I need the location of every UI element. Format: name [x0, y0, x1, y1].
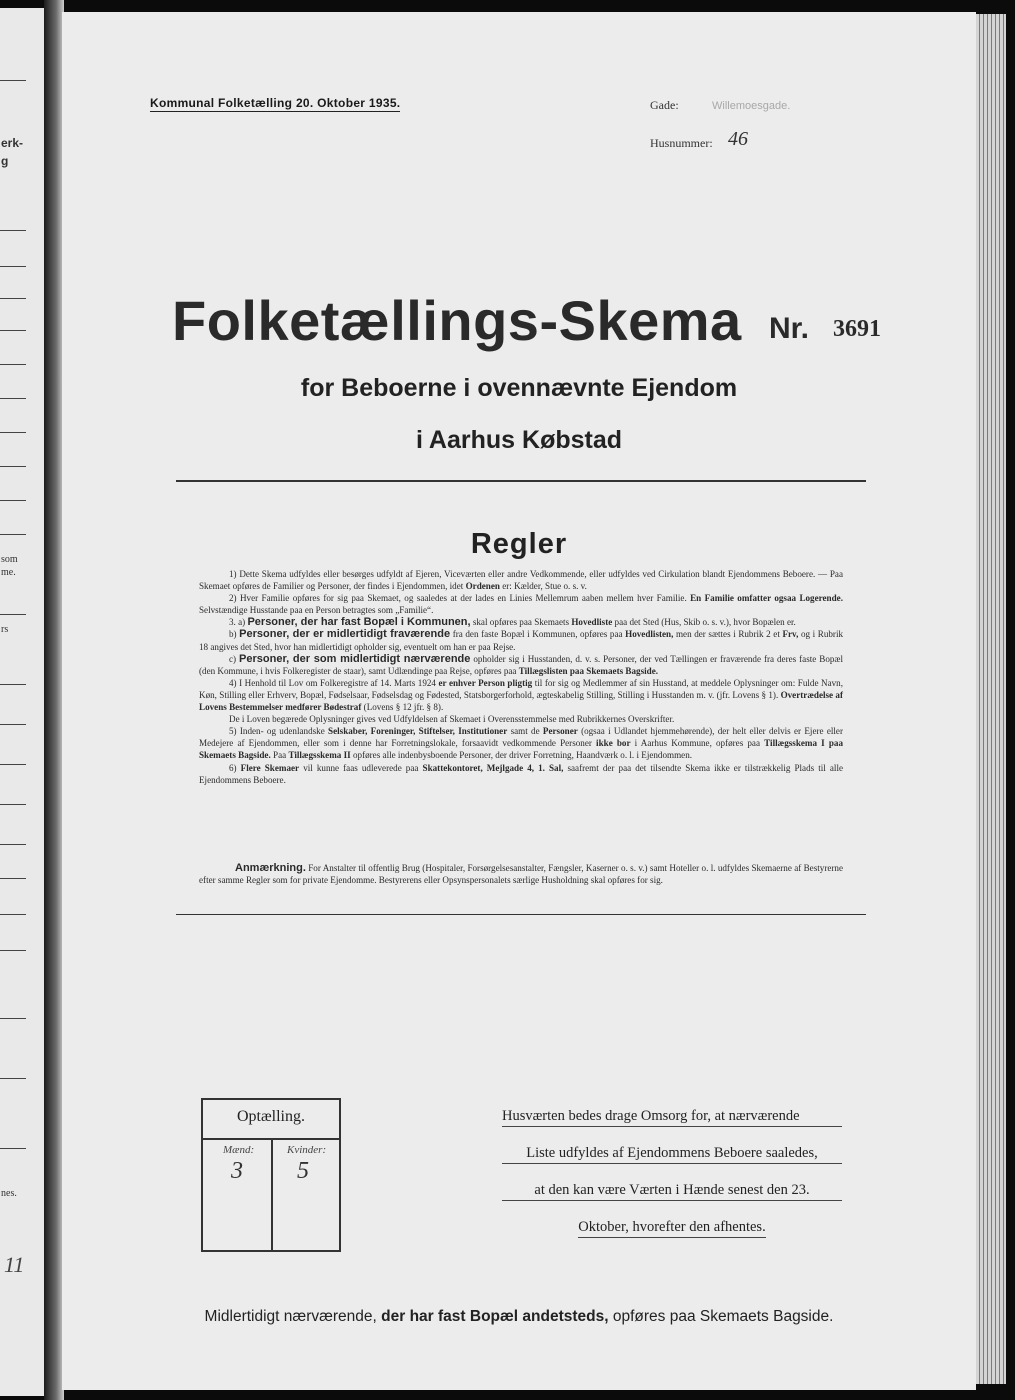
- adjacent-page-strip: [0, 8, 47, 1396]
- divider-top: [176, 480, 866, 482]
- margin-rule: [0, 1018, 26, 1019]
- rule-3c: c) Personer, der som midlertidigt nærværende opholder sig i Husstanden, d. v. s. Personer, der ved Tællingen er fraværende fra deres faste Bopæl (den Kommune, i hvis Folkeregister de staar), samt Udlændinge paa Rejse, opføres paa Tillægslisten paa Skemaets Bagside.: [199, 652, 844, 676]
- women-label: Kvinder:: [287, 1144, 327, 1156]
- notice-line: at den kan være Værten i Hænde senest den 23.: [502, 1182, 842, 1201]
- margin-rule: [0, 1148, 26, 1149]
- rules-heading: Regler: [470, 528, 568, 560]
- margin-fragment: erk-: [1, 136, 24, 150]
- header-underline: [150, 111, 400, 112]
- notice-line: Husværten bedes drage Omsorg for, at nærværende: [502, 1108, 842, 1127]
- margin-rule: [0, 466, 26, 467]
- margin-rule: [0, 330, 26, 331]
- annotation-note: [199, 862, 843, 886]
- notice-line: Liste udfyldes af Ejendommens Beboere saaledes,: [502, 1145, 842, 1164]
- rule-3b: b) Personer, der er midlertidigt fraværende fra den faste Bopæl i Kommunen, opføres paa Hovedlisten, men der sættes i Rubrik 2 et Frv, og i Rubrik 18 angives det Sted, hvor han midlertidigt opholder sig, eventuelt om han er paa Rejse.: [199, 628, 844, 652]
- margin-rule: [0, 914, 26, 915]
- margin-rule: [0, 500, 26, 501]
- margin-fragment: me.: [1, 567, 16, 578]
- notice-line: Oktober, hvorefter den afhentes.: [578, 1219, 765, 1238]
- margin-rule: [0, 614, 26, 615]
- margin-fragment: nes.: [1, 1188, 17, 1199]
- tally-title: Optælling.: [236, 1108, 305, 1125]
- house-number-value: 46: [728, 128, 748, 150]
- rules-text: [199, 568, 843, 786]
- margin-rule: [0, 266, 26, 267]
- margin-rule: [0, 432, 26, 433]
- divider-bottom: [176, 914, 866, 915]
- men-count: 3: [231, 1158, 243, 1184]
- margin-rule: [0, 364, 26, 365]
- census-header: [150, 96, 400, 110]
- form-number-value: 3691: [833, 316, 881, 342]
- tally-box: [201, 1098, 341, 1252]
- form-subtitle-2: i Aarhus Købstad: [415, 426, 623, 454]
- margin-rule: [0, 950, 26, 951]
- form-subtitle-1: for Beboerne i ovennævnte Ejendom: [300, 374, 738, 402]
- rule-1: 1) Dette Skema udfyldes eller besørges udfyldt af Ejeren, Viceværten eller andre Vedkommende, eller udfyldes ved Cirkulation blandt Ejendommens Beboere. — Paa Skemaet opføres de Familier og Personer, der findes i Ejendommen, idet Ordenen er: Kælder, Stue o. s. v.: [199, 569, 843, 592]
- margin-rule: [0, 724, 26, 725]
- margin-fragment: g: [1, 154, 9, 168]
- margin-fragment: rs: [1, 624, 9, 635]
- margin-rule: [0, 804, 26, 805]
- men-label: Mænd:: [223, 1144, 255, 1156]
- margin-rule: [0, 764, 26, 765]
- margin-rule: [0, 398, 26, 399]
- margin-rule: [0, 844, 26, 845]
- street-label: Gade:: [650, 98, 679, 112]
- margin-rule: [0, 80, 26, 81]
- footer-part-bold: der har fast Bopæl andetsteds,: [381, 1308, 609, 1325]
- page-edges: [972, 14, 1006, 1384]
- margin-rule: [0, 684, 26, 685]
- annotation-text: For Anstalter til offentlig Brug (Hospitaler, Forsørgelsesanstalter, Fængsler, Kaserner o. s. v.) samt Hoteller o. l. udfyldes Skemaerne af Bestyrerne efter samme Regler som for private Ejendomme. Bestyrerens eller Opsynspersonalets særlige Husholdning skal opføres for sig.: [199, 863, 843, 886]
- margin-rule: [0, 230, 26, 231]
- rule-4-cont: De i Loven begærede Oplysninger gives ved Udfyldelsen af Skemaet i Overensstemmelse med Rubrikkernes Overskrifter.: [229, 714, 675, 725]
- rule-4: 4) I Henhold til Lov om Folkeregistre af 14. Marts 1924 er enhver Person pligtig til for sig og Medlemmer af sin Husstand, at meddele Oplysninger om: Fulde Navn, Køn, Stilling eller Erhverv, Bopæl, Fødselsaar, Fødselsdag og Fødested, Statsborgerforhold, ægteskabelig Stilling, Stilling i Husstanden m. v. (jfr. Lovens § 1). Overtrædelse af Lovens Bestemmelser medfører Bødestraf (Lovens § 12 jfr. § 8).: [199, 677, 843, 713]
- footer-part: Midlertidigt nærværende,: [204, 1308, 377, 1325]
- margin-rule: [0, 1078, 26, 1079]
- footer-note: [62, 1308, 976, 1326]
- margin-rule: [0, 878, 26, 879]
- rule-3a: 3. a) Personer, der har fast Bopæl i Kommunen, skal opføres paa Skemaets Hovedliste paa det Sted (Hus, Skib o. s. v.), hvor Bopælen er.: [229, 616, 796, 629]
- book-gutter: [44, 0, 64, 1400]
- census-title: Kommunal Folketælling 20. Oktober 1935.: [150, 96, 401, 110]
- form-number-label: Nr.: [769, 312, 810, 345]
- house-number-label: Husnummer:: [650, 136, 713, 150]
- annotation-lead: Anmærkning.: [235, 862, 306, 874]
- margin-fragment: som: [1, 554, 18, 565]
- margin-rule: [0, 298, 26, 299]
- women-count: 5: [297, 1158, 309, 1184]
- census-form-page: [62, 12, 976, 1390]
- footer-part: opføres paa Skemaets Bagside.: [612, 1308, 834, 1325]
- street-value: Willemoesgade.: [712, 100, 791, 112]
- form-title: Folketællings-Skema: [172, 289, 742, 352]
- tally-divider: [271, 1140, 273, 1250]
- rule-6: 6) Flere Skemaer vil kunne faas udleverede paa Skattekontoret, Mejlgade 4, 1. Sal, saafremt der paa det tilsendte Skema ikke er tilstrækkelig Plads til alle Ejendommens Beboere.: [199, 762, 844, 785]
- margin-rule: [0, 534, 26, 535]
- landlord-notice: [502, 1108, 842, 1256]
- rule-2: 2) Hver Familie opføres for sig paa Skemaet, og saaledes at der lades en Linies Mellemrum aaben mellem hver Familie. En Familie omfatter ogsaa Logerende. Selvstændige Husstande paa en Person betragtes som „Familie“.: [199, 593, 843, 616]
- margin-handwriting: 11: [4, 1252, 25, 1277]
- rule-5: 5) Inden- og udenlandske Selskaber, Foreninger, Stiftelser, Institutioner samt de Personer (ogsaa i Udlandet hjemmehørende), der helt eller delvis er Ejere eller Medejere af Ejendommen, eller som i denne har Forretningslokale, forsaavidt vedkommende Personer ikke bor i Aarhus Kommune, opføres paa Tillægsskema I paa Skemaets Bagside. Paa Tillægsskema II opføres alle indenbysboende Personer, der driver Forretning, Haandværk o. l. i Ejendommen.: [199, 726, 843, 761]
